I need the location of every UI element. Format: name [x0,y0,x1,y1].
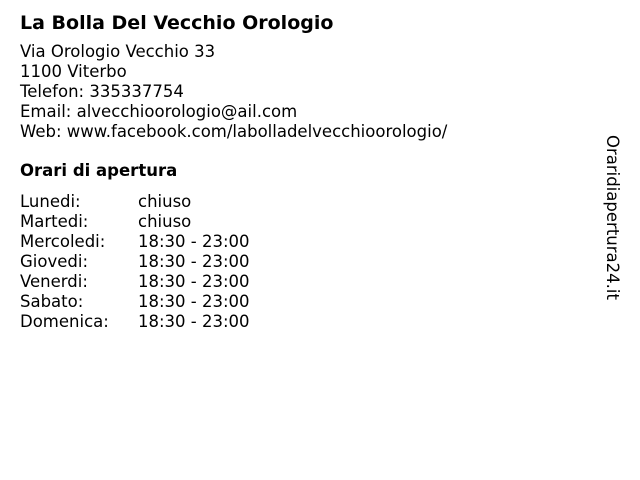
web-line [20,122,600,142]
address-city: 1100 Viterbo [20,62,127,81]
email-line [20,102,600,122]
email-label: Email: [20,102,72,121]
hours-row [20,192,250,212]
hours-time: 18:30 - 23:00 [138,292,250,311]
business-name: La Bolla Del Vecchio Orologio [20,12,334,34]
address-street: Via Orologio Vecchio 33 [20,42,216,61]
hours-day: Lunedi: [20,192,81,211]
phone-line [20,82,600,102]
side-brand-label: Oraridiapertura24.it [603,135,622,300]
hours-row [20,232,250,252]
web-link[interactable]: www.facebook.com/labolladelvecchioorologio/ [66,122,448,141]
hours-day: Domenica: [20,312,109,331]
web-label: Web: [20,122,62,141]
hours-row [20,272,250,292]
hours-time: chiuso [138,192,192,211]
hours-row [20,212,250,232]
hours-row [20,292,250,312]
hours-row [20,252,250,272]
hours-day: Martedi: [20,212,89,231]
hours-day: Venerdi: [20,272,88,291]
phone-label: Telefon: [20,82,85,101]
opening-hours-table [20,192,250,332]
hours-row [20,312,250,332]
hours-time: 18:30 - 23:00 [138,312,250,331]
email-value[interactable]: alvecchioorologio@ail.com [76,102,298,121]
hours-day: Sabato: [20,292,84,311]
hours-time: chiuso [138,212,192,231]
hours-day: Mercoledi: [20,232,106,251]
hours-time: 18:30 - 23:00 [138,252,250,271]
phone-value[interactable]: 335337754 [89,82,184,101]
address-block [20,42,600,142]
opening-hours-title: Orari di apertura [20,161,178,180]
hours-day: Giovedi: [20,252,88,271]
business-card [20,10,600,332]
hours-time: 18:30 - 23:00 [138,272,250,291]
hours-time: 18:30 - 23:00 [138,232,250,251]
